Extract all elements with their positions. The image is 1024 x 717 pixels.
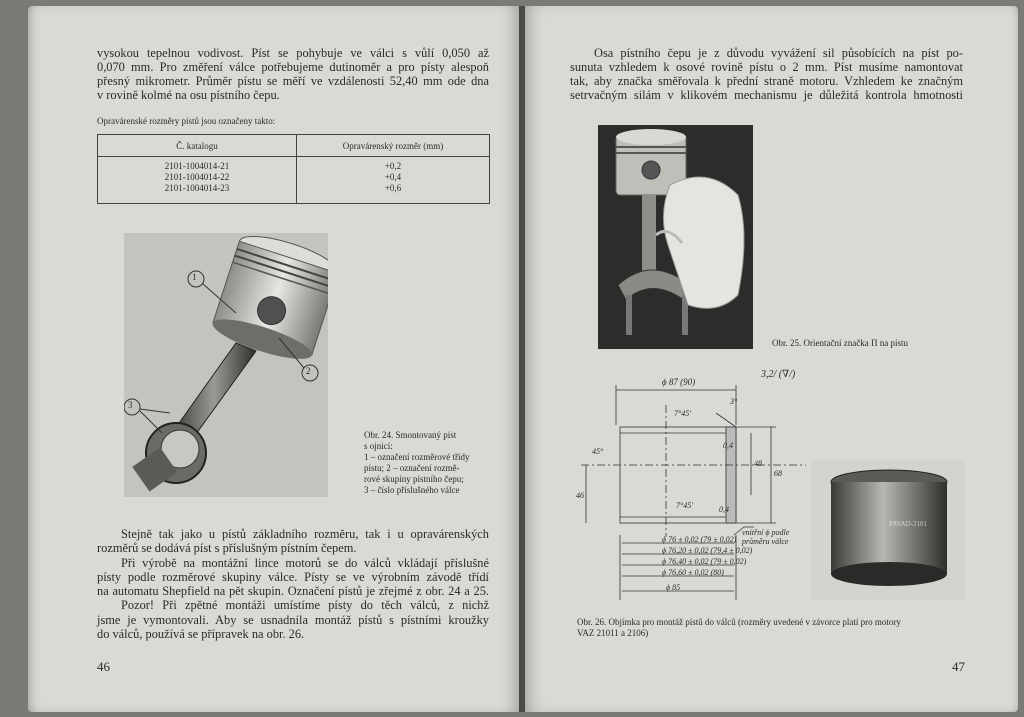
text-line: do válců, používá se přípravek na obr. 26. bbox=[97, 627, 305, 642]
sleeve-engraving: PAVAD-2101 bbox=[889, 520, 927, 528]
text-line: jsme je vymontovali. Aby se usnadnila montáž pístů s pístními kroužky bbox=[97, 612, 489, 627]
dim-0-4-bottom: 0,4 bbox=[719, 505, 729, 514]
dim-0-4-top: 0,4 bbox=[723, 441, 733, 450]
angle-top-3: 3° bbox=[730, 397, 738, 406]
book-gutter bbox=[519, 6, 525, 712]
text-line: sunuta vzhledem k osové rovině pístu o 2 mm. Píst musíme namontovat bbox=[570, 60, 963, 74]
text-line: tak, aby značka směřovala k přední straně motoru. Vzhledem ke značným bbox=[570, 74, 963, 88]
page-number-left: 46 bbox=[97, 659, 110, 674]
dim-line: ϕ 76,60 ± 0,02 (80) bbox=[662, 568, 724, 577]
sleeve-illustration bbox=[811, 460, 965, 600]
text-line: Stejně tak jako u pístů základního rozměru, tak i u opravárenských bbox=[121, 527, 489, 541]
caption-line: Obr. 24. Smontovaný píst bbox=[364, 430, 457, 440]
figure-24-caption bbox=[364, 430, 490, 496]
angle-bottom: 7°45' bbox=[676, 501, 693, 510]
column-header-catalog: Č. katalogu bbox=[98, 135, 297, 157]
text-line: Osa pístního čepu je z důvodu vyvážení sil působících na píst po- bbox=[594, 46, 963, 60]
note-line: vnitřní ϕ podle bbox=[742, 528, 790, 537]
caption-line: 3 – číslo příslušného válce bbox=[364, 485, 460, 495]
drawing-note bbox=[742, 528, 789, 546]
text-line: rozměrů se dodává píst s příslušným pístním čepem. bbox=[97, 541, 357, 556]
sleeve-photo bbox=[811, 460, 965, 600]
sleeve-technical-drawing bbox=[576, 365, 816, 610]
text-line: vysokou tepelnou vodivost. Píst se pohybuje ve válci s vůlí 0,050 až bbox=[97, 46, 489, 60]
hand-piston-illustration bbox=[598, 125, 753, 349]
column-header-size: Opravárenský rozměr (mm) bbox=[297, 135, 490, 157]
callout-1: 1 bbox=[192, 272, 197, 282]
text-line: přesný mikrometr. Průměr pístu se měří ve vzdálenosti 52,40 mm ode dna bbox=[97, 74, 489, 88]
size-cell bbox=[297, 157, 490, 204]
caption-line: rové skupiny pístního čepu; bbox=[364, 474, 464, 484]
text-line: písty podle rozměrové skupiny válce. Písty se ve výrobním závodě třídí bbox=[97, 569, 489, 584]
figure-25-caption: Obr. 25. Orientační značka П na pístu bbox=[772, 338, 908, 348]
callout-3: 3 bbox=[128, 400, 133, 410]
caption-line: Obr. 26. Objímka pro montáž pístů do válců (rozměry uvedené v závorce platí pro motory bbox=[577, 617, 901, 627]
text-line: Pozor! Při zpětné montáži umístíme písty do těch válců, z nichž bbox=[121, 598, 489, 613]
right-intro-paragraph bbox=[570, 46, 963, 102]
caption-line: VAZ 21011 a 2106) bbox=[577, 628, 649, 638]
dim-line: ϕ 76 ± 0,02 (79 ± 0,02) bbox=[662, 535, 737, 544]
page-number-right: 47 bbox=[952, 659, 965, 674]
dim-line: ϕ 76,20 ± 0,02 (79,4 ± 0,02) bbox=[662, 546, 753, 555]
text-line: 0,070 mm. Pro změření válce potřebujeme dutinoměr a pro písty alespoň bbox=[97, 60, 489, 74]
angle-left: 45° bbox=[592, 447, 604, 456]
dim-68: 68 bbox=[774, 469, 782, 478]
dim-top: ϕ 87 (90) bbox=[662, 377, 696, 387]
text-line: v rovině kolmé na osu pístního čepu. bbox=[97, 88, 280, 102]
text-line: na automatu Shepfield na pět skupin. Označení pístů je zřejmé z obr. 24 a 25. bbox=[97, 584, 489, 599]
left-intro-paragraph bbox=[97, 46, 489, 102]
table-value: +0,4 bbox=[384, 172, 402, 182]
table-value: 2101-1004014-22 bbox=[164, 172, 230, 182]
table-intro: Opravárenské rozměry pístů jsou označeny takto: bbox=[97, 116, 276, 126]
caption-line: s ojnicí: bbox=[364, 441, 393, 451]
table-value: 2101-1004014-21 bbox=[164, 161, 230, 171]
dim-48: 48 bbox=[754, 459, 762, 468]
dim-46: 46 bbox=[576, 491, 584, 500]
dim-line: ϕ 76,40 ± 0,02 (79 ± 0,02) bbox=[662, 557, 747, 566]
table-value: 2101-1004014-23 bbox=[164, 183, 230, 193]
caption-line: 1 – označení rozměrové třídy bbox=[364, 452, 470, 462]
roughness-symbol: 3,2/ (∇/) bbox=[761, 369, 796, 380]
figure-26-caption bbox=[577, 617, 969, 639]
dim-line: ϕ 85 bbox=[666, 583, 681, 592]
hand-piston-photo bbox=[598, 125, 753, 349]
text-line: setrvačným silám v klikovém mechanismu je důležitá kontrola hmotnosti bbox=[570, 88, 963, 102]
table-value: +0,6 bbox=[384, 183, 402, 193]
catalog-cell bbox=[98, 157, 297, 204]
angle-top: 7°45' bbox=[674, 409, 691, 418]
left-body-paragraph bbox=[97, 527, 489, 641]
repair-size-table bbox=[97, 134, 490, 204]
caption-line: pístu; 2 – označení rozmě- bbox=[364, 463, 460, 473]
piston-rod-photo bbox=[124, 233, 328, 497]
note-line: průměru válce bbox=[742, 537, 789, 546]
piston-rod-illustration bbox=[124, 233, 328, 497]
callout-2: 2 bbox=[306, 366, 311, 376]
table-value: +0,2 bbox=[384, 161, 402, 171]
text-line: Při výrobě na montážní lince motorů se do válců vkládají příslušné bbox=[121, 555, 489, 570]
